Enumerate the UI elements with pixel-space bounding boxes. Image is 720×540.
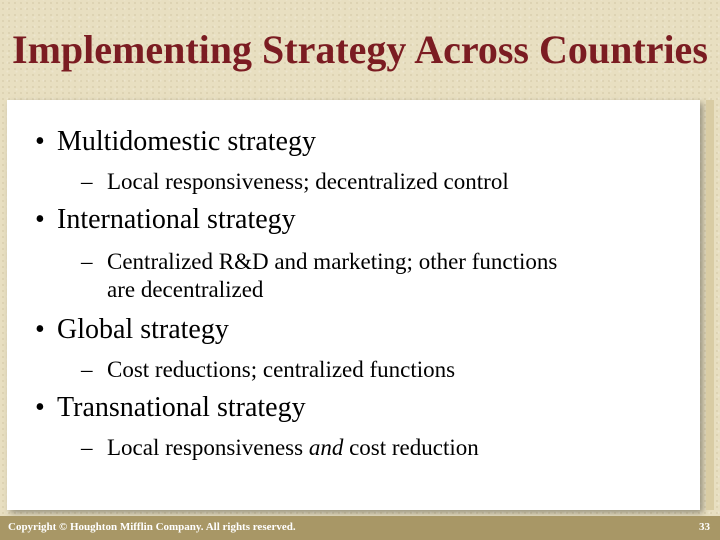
content-panel bbox=[7, 100, 700, 510]
sub-text-emphasis: and bbox=[308, 435, 344, 460]
sub-text: Local responsiveness; decentralized control bbox=[107, 169, 509, 194]
sub-text-start: Local responsiveness bbox=[107, 435, 309, 460]
bullet-international bbox=[35, 204, 296, 236]
footer-bar bbox=[0, 516, 720, 540]
dash-icon: – bbox=[81, 435, 93, 460]
bullet-dot-icon: • bbox=[35, 126, 45, 157]
slide-title: Implementing Strategy Across Countries bbox=[12, 27, 708, 72]
bullet-text: International strategy bbox=[57, 204, 296, 235]
sub-text-end: cost reduction bbox=[343, 435, 479, 460]
bullet-global bbox=[35, 314, 229, 346]
page-number: 33 bbox=[699, 521, 710, 533]
sub-point-multidomestic bbox=[81, 168, 509, 196]
bullet-transnational bbox=[35, 392, 306, 424]
sub-point-transnational bbox=[81, 434, 479, 462]
sub-point-global bbox=[81, 356, 455, 384]
bullet-dot-icon: • bbox=[35, 314, 45, 345]
copyright-notice: Copyright © Houghton Mifflin Company. All rights reserved. bbox=[8, 521, 296, 533]
dash-icon: – bbox=[81, 249, 93, 274]
sub-text: Cost reductions; centralized functions bbox=[107, 357, 456, 382]
sub-text-continued: are decentralized bbox=[107, 277, 264, 302]
dash-icon: – bbox=[81, 357, 93, 382]
bullet-multidomestic bbox=[35, 126, 316, 158]
bullet-dot-icon: • bbox=[35, 392, 45, 423]
dash-icon: – bbox=[81, 169, 93, 194]
sub-text: Centralized R&D and marketing; other functions bbox=[107, 249, 558, 274]
bullet-text: Transnational strategy bbox=[57, 392, 306, 423]
bullet-dot-icon: • bbox=[35, 204, 45, 235]
bullet-text: Global strategy bbox=[57, 314, 229, 345]
bullet-text: Multidomestic strategy bbox=[57, 126, 316, 157]
sub-point-international bbox=[81, 248, 557, 304]
decorative-rail bbox=[706, 100, 714, 510]
